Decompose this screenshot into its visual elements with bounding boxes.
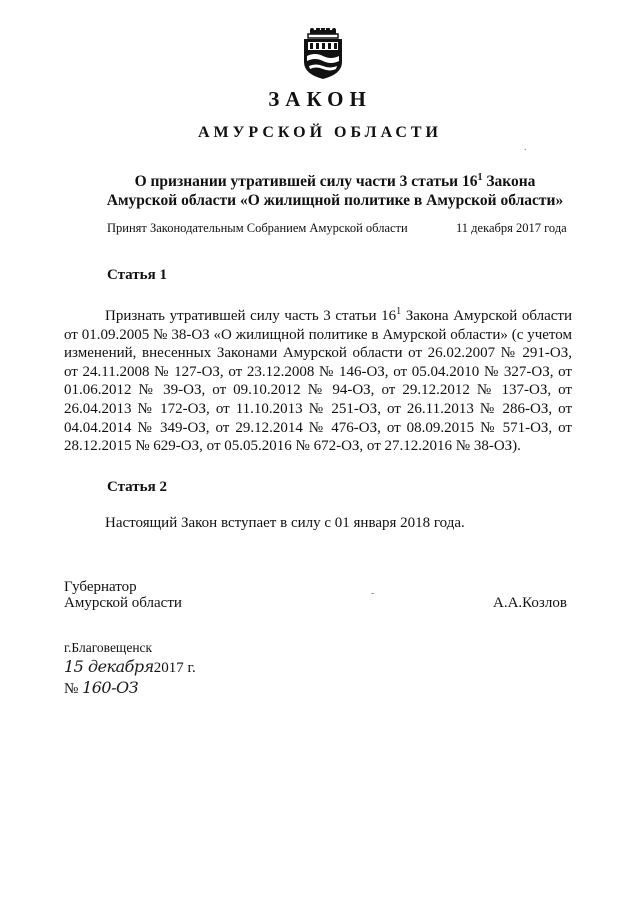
subject-line-1: [95, 168, 575, 191]
adoption-date: 11 декабря 2017 года: [456, 221, 567, 235]
number-sign: №: [64, 681, 79, 697]
article-1-body: [64, 303, 572, 456]
scan-mark: .: [524, 142, 527, 153]
signatory-position: [64, 579, 182, 611]
handwritten-number: 160-ОЗ: [82, 678, 139, 697]
signing-city: г.Благовещенск: [64, 640, 153, 655]
article-1-heading: Статья 1: [107, 267, 167, 283]
signatory-region: Амурской области: [64, 595, 182, 611]
signatory-name: А.А.Козлов: [493, 595, 567, 611]
subject-text-end: Закона: [482, 173, 536, 191]
article-1-text: Признать утратившей силу часть 3 статьи 16: [105, 308, 397, 324]
handwritten-date: 15 декабря: [64, 657, 154, 676]
coat-of-arms-icon: [298, 28, 348, 80]
signing-date: [64, 657, 196, 677]
law-number: [64, 678, 138, 698]
subject-superscript: 1: [477, 172, 483, 183]
subject-text: О признании утратившей силу части 3 статьи 16: [134, 173, 478, 191]
adoption-statement: Принят Законодательным Собранием Амурской области: [107, 221, 408, 235]
document-region: АМУРСКОЙ ОБЛАСТИ: [198, 124, 442, 141]
article-2-heading: Статья 2: [107, 479, 167, 495]
signatory-title: Губернатор: [64, 579, 137, 595]
law-subject: [95, 168, 575, 210]
article-1-text-cont: Закона Амурской области от 01.09.2005 № 38-ОЗ «О жилищной политике в Амурской области» (с учетом изменений, внесенных Законами Амурской области от 26.02.2007 № 291-ОЗ, от 24.11.2008 № 127-ОЗ, от 23.12.2008 № 146-ОЗ, от 05.04.2010 № 327-ОЗ, от 01.06.2012 № 39-ОЗ, от 09.10.2012 № 94-ОЗ, от 29.12.2012 № 137-ОЗ, от 26.04.2013 № 172-ОЗ, от 11.10.2013 № 251-ОЗ, от 26.11.2013 № 286-ОЗ, от 04.04.2014 № 349-ОЗ, от 29.12.2014 № 476-ОЗ, от 08.09.2015 № 571-ОЗ, от 28.12.2015 № 629-ОЗ, от 05.05.2016 № 672-ОЗ, от 27.12.2016 № 38-ОЗ).: [64, 308, 572, 455]
article-1-superscript: 1: [396, 306, 402, 317]
subject-line-2: Амурской области «О жилищной политике в Амурской области»: [106, 192, 564, 210]
scan-mark: -: [371, 588, 375, 599]
date-suffix: 2017 г.: [153, 660, 196, 676]
document-title: ЗАКОН: [268, 87, 372, 111]
article-2-body: [64, 514, 572, 533]
article-2-text: Настоящий Закон вступает в силу с 01 января 2018 года.: [105, 515, 465, 531]
